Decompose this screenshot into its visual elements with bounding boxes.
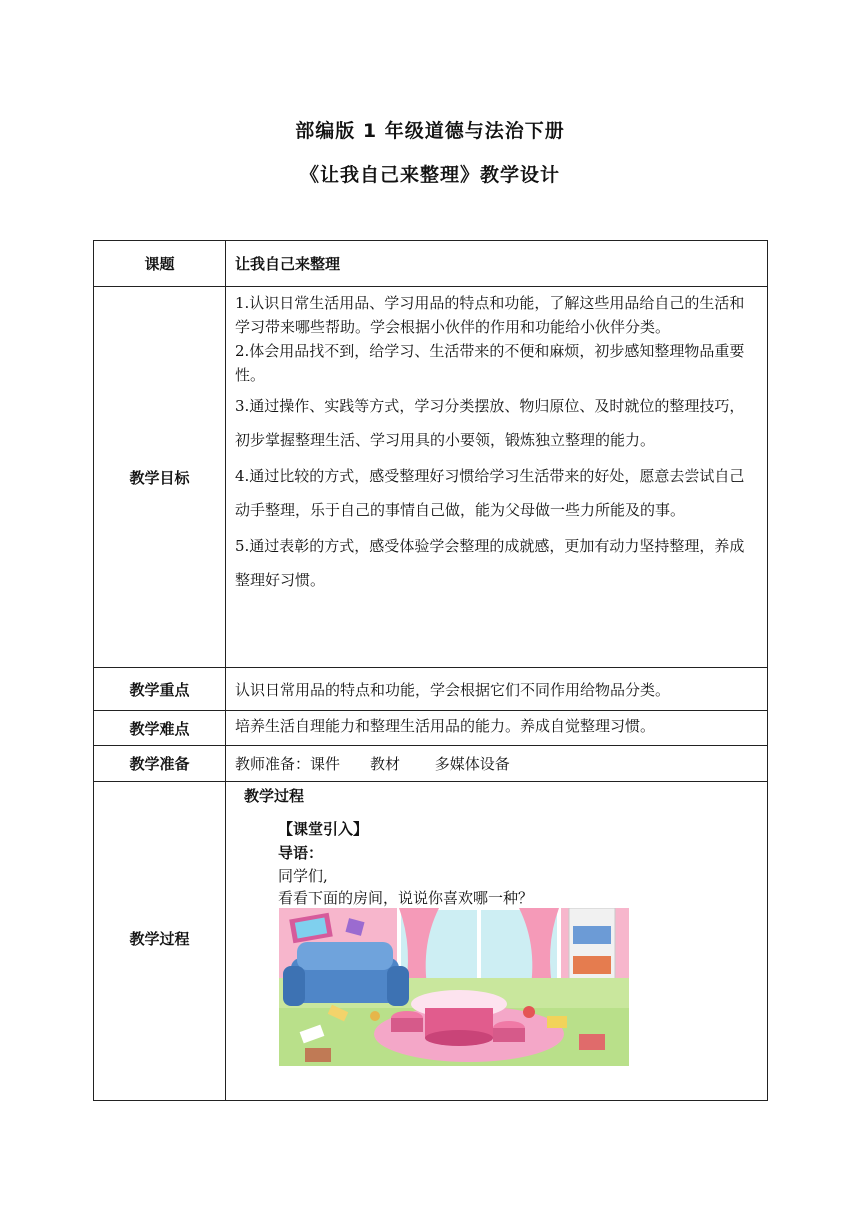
- row-difficulties: [94, 711, 768, 746]
- section-heading: 【课堂引入】: [278, 820, 369, 838]
- messy-room-illustration: [279, 908, 629, 1066]
- document-title: 部编版 1 年级道德与法治下册: [295, 120, 565, 142]
- preparation-label: 教学准备: [94, 746, 226, 782]
- difficulties-value: 培养生活自理能力和整理生活用品的能力。养成自觉整理习惯。: [226, 711, 768, 746]
- key-points-value: 认识日常用品的特点和功能，学会根据它们不同作用给物品分类。: [226, 668, 768, 711]
- process-title: 教学过程: [244, 787, 305, 805]
- question-text: 看看下面的房间，说说你喜欢哪一种？: [278, 889, 534, 907]
- topic-value: 让我自己来整理: [226, 241, 768, 287]
- row-topic: [94, 241, 768, 287]
- topic-label: 课题: [94, 241, 226, 287]
- lesson-plan-table: [93, 240, 768, 1101]
- process-content: [226, 782, 768, 1101]
- row-preparation: [94, 746, 768, 782]
- goal-item: 3.通过操作、实践等方式，学习分类摆放、物归原位、及时就位的整理技巧，初步掌握整理生活、学习用具的小要领，锻炼独立整理的能力。: [235, 397, 745, 449]
- difficulties-label: 教学难点: [94, 711, 226, 746]
- goal-item: 4.通过比较的方式，感受整理好习惯给学习生活带来的好处，愿意去尝试自己动手整理，乐于自己的事情自己做，能为父母做一些力所能及的事。: [235, 467, 745, 519]
- row-process: [94, 782, 768, 1101]
- key-points-label: 教学重点: [94, 668, 226, 711]
- goals-content: [226, 287, 768, 668]
- row-key-points: [94, 668, 768, 711]
- goals-label: 教学目标: [94, 287, 226, 668]
- goal-item: 5.通过表彰的方式，感受体验学会整理的成就感，更加有动力坚持整理，养成整理好习惯。: [235, 537, 745, 589]
- greeting-text: 同学们,: [278, 867, 328, 885]
- process-label: 教学过程: [94, 782, 226, 1101]
- goal-item: 2.体会用品找不到，给学习、生活带来的不便和麻烦，初步感知整理物品重要性。: [235, 342, 745, 384]
- document-subtitle: 《让我自己来整理》教学设计: [299, 164, 560, 186]
- row-goals: [94, 287, 768, 668]
- lead-label: 导语：: [278, 844, 324, 862]
- preparation-value: 教师准备：课件 教材 多媒体设备: [226, 746, 768, 782]
- goal-item: 1.认识日常生活用品、学习用品的特点和功能，了解这些用品给自己的生活和学习带来哪些帮助。学会根据小伙伴的作用和功能给小伙伴分类。: [235, 294, 745, 336]
